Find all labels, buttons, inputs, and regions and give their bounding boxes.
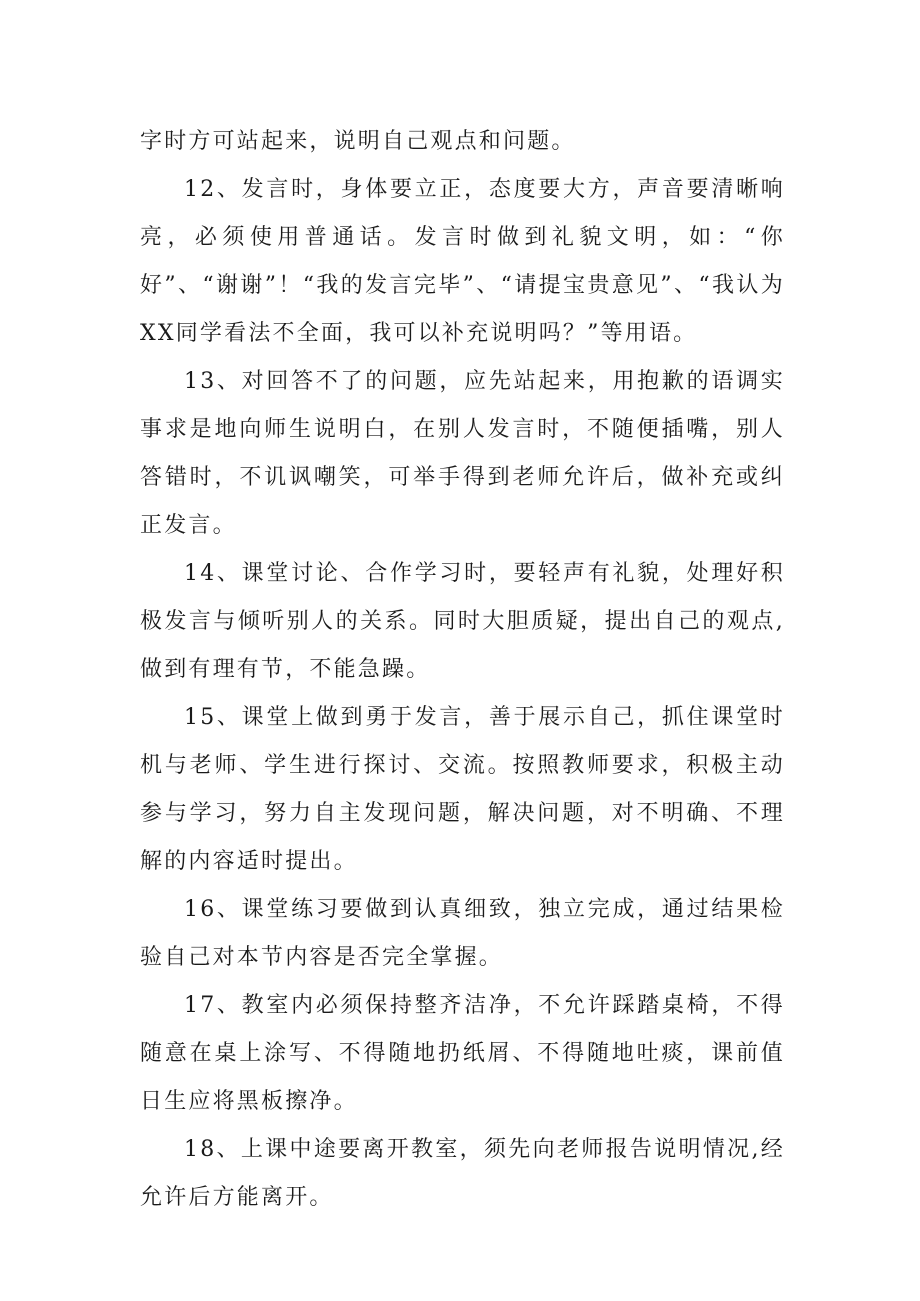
paragraph-rule-17: 17、教室内必须保持整齐洁净，不允许踩踏桌椅，不得随意在桌上涂写、不得随地扔纸屑、不得随地吐痰，课前值日生应将黑板擦净。 (140, 993, 785, 1114)
paragraph-rule-16: 16、课堂练习要做到认真细致，独立完成，通过结果检验自己对本节内容是否完全掌握。 (140, 897, 785, 970)
paragraph-rule-13: 13、对回答不了的问题，应先站起来，用抱歉的语调实事求是地向师生说明白，在别人发言时，不随便插嘴，别人答错时，不讥讽嘲笑，可举手得到老师允许后，做补充或纠正发言。 (140, 369, 785, 538)
paragraph-continuation: 字时方可站起来，说明自己观点和问题。 (140, 129, 576, 154)
paragraph-rule-15: 15、课堂上做到勇于发言，善于展示自己，抓住课堂时机与老师、学生进行探讨、交流。按照教师要求，积极主动参与学习，努力自主发现问题，解决问题，对不明确、不理解的内容适时提出。 (140, 705, 785, 874)
paragraph-rule-12: 12、发言时，身体要立正，态度要大方，声音要清晰响亮，必须使用普通话。发言时做到礼貌文明，如：“你好”、“谢谢”！“我的发言完毕”、“请提宝贵意见”、“我认为XX同学看法不全面，我可以补充说明吗？”等用语。 (140, 177, 785, 346)
document-page (140, 118, 785, 1222)
paragraph-rule-18: 18、上课中途要离开教室，须先向老师报告说明情况,经允许后方能离开。 (140, 1137, 785, 1210)
paragraph-rule-14: 14、课堂讨论、合作学习时，要轻声有礼貌，处理好积极发言与倾听别人的关系。同时大胆质疑，提出自己的观点,做到有理有节，不能急躁。 (140, 561, 785, 682)
